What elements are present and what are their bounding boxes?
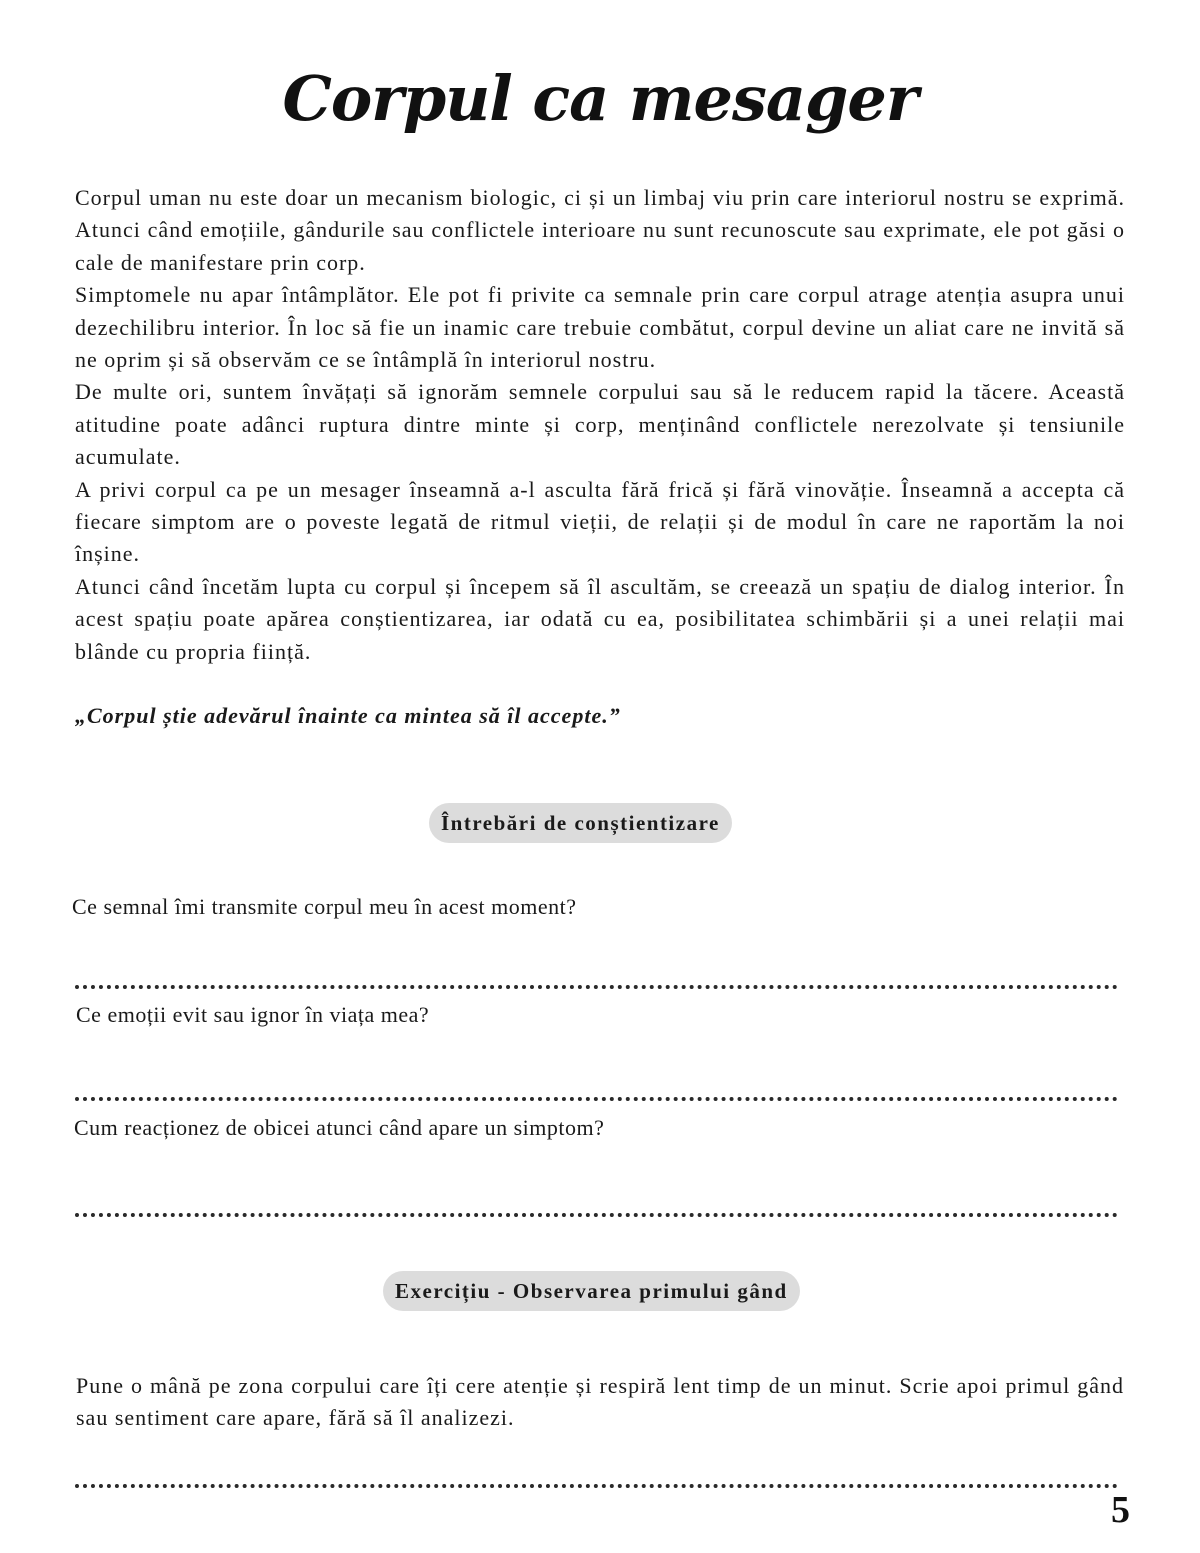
- quote: „Corpul știe adevărul înainte ca mintea să îl accepte.”: [75, 703, 621, 728]
- paragraph: Simptomele nu apar întâmplător. Ele pot fi privite ca semnale prin care corpul atrage atenția asupra unui dezechilibru interior. În loc să fie un inamic care trebuie combătut, corpul devine un aliat care ne invită să ne oprim și să observăm ce se întâmplă în interiorul nostru.: [75, 282, 1125, 373]
- paragraph: Atunci când încetăm lupta cu corpul și începem să îl ascultăm, se creează un spațiu de dialog interior. În acest spațiu poate apărea conștientizarea, iar odată cu ea, posibilitatea schimbării și a unei relații mai blânde cu propria ființă.: [75, 573, 1125, 664]
- question-2: Ce emoții evit sau ignor în viața mea?: [76, 1002, 430, 1027]
- answer-line-3[interactable]: [75, 1213, 1118, 1217]
- exercise-section-heading: Exercițiu - Observarea primului gând: [383, 1271, 800, 1311]
- exercise-instructions: Pune o mână pe zona corpului care îți cere atenție și respiră lent timp de un minut. Scrie apoi primul gând sau sentiment care apare, fără să îl analizezi.: [76, 1373, 1124, 1430]
- answer-line-1[interactable]: [75, 985, 1118, 989]
- question-1: Ce semnal îmi transmite corpul meu în acest moment?: [72, 894, 577, 919]
- paragraph: De multe ori, suntem învățați să ignorăm semnele corpului sau să le reducem rapid la tăcere. Această atitudine poate adânci ruptura dintre minte și corp, menținând conflictele nerezolvate și tensiunile acumulate.: [75, 379, 1125, 470]
- questions-section-heading: Întrebări de conștientizare: [429, 803, 732, 843]
- page-number: 5: [1111, 1489, 1130, 1531]
- answer-line-2[interactable]: [75, 1097, 1118, 1101]
- page-title: Corpul ca mesager: [282, 62, 918, 135]
- paragraph: Corpul uman nu este doar un mecanism biologic, ci și un limbaj viu prin care interiorul nostru se exprimă. Atunci când emoțiile, gândurile sau conflictele interioare nu sunt recunoscute sau exprimate, ele pot găsi o cale de manifestare prin corp.: [75, 185, 1125, 275]
- paragraph: A privi corpul ca pe un mesager înseamnă a-l asculta fără frică și fără vinovăție. Înseamnă a accepta că fiecare simptom are o poveste legată de ritmul vieții, de relații și de modul în care ne raportăm la noi înșine.: [75, 476, 1125, 567]
- question-3: Cum reacționez de obicei atunci când apare un simptom?: [74, 1115, 605, 1140]
- body-text: [75, 182, 1125, 668]
- exercise-answer-line[interactable]: [75, 1484, 1118, 1488]
